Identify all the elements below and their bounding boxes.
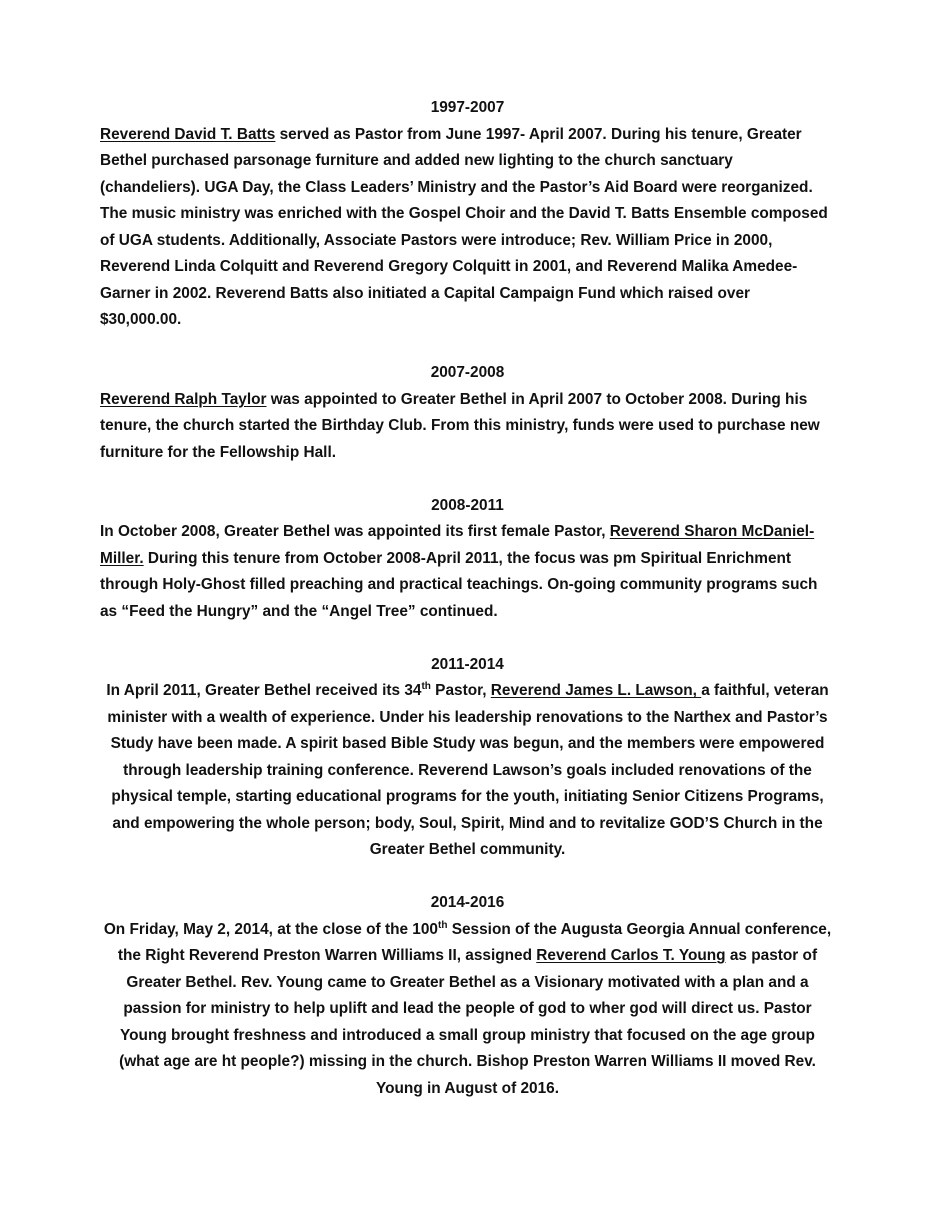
section-2014-2016 [100, 890, 835, 1102]
paragraph-text: Session of the Augusta Georgia Annual conference, the Right Reverend Preston Warren Williams II, assigned [117, 920, 832, 964]
pastor-name: Reverend Carlos T. Young [536, 947, 726, 964]
section-paragraph [100, 519, 835, 625]
paragraph-text: a faithful, veteran minister with a wealth of experience. Under his leadership renovations to the Narthex and Pastor’s Study have been made. A spirit based Bible Study was begun, and the members were empowered through leadership training conference. Reverend Lawson’s goals included renovations of the physical temple, starting educational programs for the youth, initiating Senior Citizens Programs, and empowering the whole person; body, Soul, Spirit, Mind and to revitalize GOD’S Church in the Greater Bethel community. [107, 682, 829, 858]
section-2011-2014 [100, 652, 835, 864]
section-paragraph [100, 387, 835, 467]
section-heading: 2011-2014 [431, 655, 504, 673]
section-heading: 2008-2011 [431, 496, 504, 514]
paragraph-text: as pastor of Greater Bethel. Rev. Young came to Greater Bethel as a Visionary motivated with a plan and a passion for ministry to help uplift and lead the people of god to wher god will direct us. Pastor Young brought freshness and introduced a small group ministry that focused on the age group (what age are ht people?) missing in the church. Bishop Preston Warren Williams II moved Rev. Young in August of 2016. [119, 947, 818, 1097]
section-heading: 1997-2007 [430, 99, 505, 116]
section-2008-2011 [100, 493, 835, 626]
pastor-name: Reverend James L. Lawson, [490, 682, 702, 699]
section-1997-2007 [100, 95, 835, 334]
section-paragraph [100, 122, 835, 334]
section-heading: 2014-2016 [430, 894, 505, 911]
pastor-name: Reverend Ralph Taylor [100, 390, 267, 408]
paragraph-text: In April 2011, Greater Bethel received its 34 [106, 682, 422, 699]
paragraph-text: In October 2008, Greater Bethel was appointed its first female Pastor, [100, 523, 610, 540]
section-paragraph [100, 678, 835, 864]
ordinal-suffix: th [438, 919, 448, 931]
paragraph-text: was appointed to Greater Bethel in April 2007 to October 2008. During his tenure, the church started the Birthday Club. From this ministry, funds were used to purchase new furniture for the Fellowship Hall. [100, 390, 820, 461]
paragraph-text: served as Pastor from June 1997- April 2007. During his tenure, Greater Bethel purchased parsonage furniture and added new lighting to the church sanctuary (chandeliers). UGA Day, the Class Leaders’ Ministry and the Pastor’s Aid Board were reorganized. The music ministry was enriched with the Gospel Choir and the David T. Batts Ensemble composed of UGA students. Additionally, Associate Pastors were introduce; Rev. William Price in 2000, Reverend Linda Colquitt and Reverend Gregory Colquitt in 2001, and Reverend Malika Amedee-Garner in 2002. Reverend Batts also initiated a Capital Campaign Fund which raised over $30,000.00. [100, 125, 828, 328]
pastor-name: Reverend Sharon McDaniel-Miller. [100, 523, 815, 567]
paragraph-text: During this tenure from October 2008-April 2011, the focus was pm Spiritual Enrichment through Holy-Ghost filled preaching and practical teachings. On-going community programs such as “Feed the Hungry” and the “Angel Tree” continued. [100, 549, 818, 620]
section-paragraph [100, 917, 835, 1103]
ordinal-suffix: th [421, 681, 431, 692]
paragraph-text: Pastor, [430, 682, 491, 699]
paragraph-text: On Friday, May 2, 2014, at the close of the 100 [103, 920, 438, 938]
section-heading: 2007-2008 [430, 364, 505, 381]
history-page [100, 95, 835, 1102]
pastor-name: Reverend David T. Batts [100, 125, 276, 143]
section-2007-2008 [100, 360, 835, 466]
